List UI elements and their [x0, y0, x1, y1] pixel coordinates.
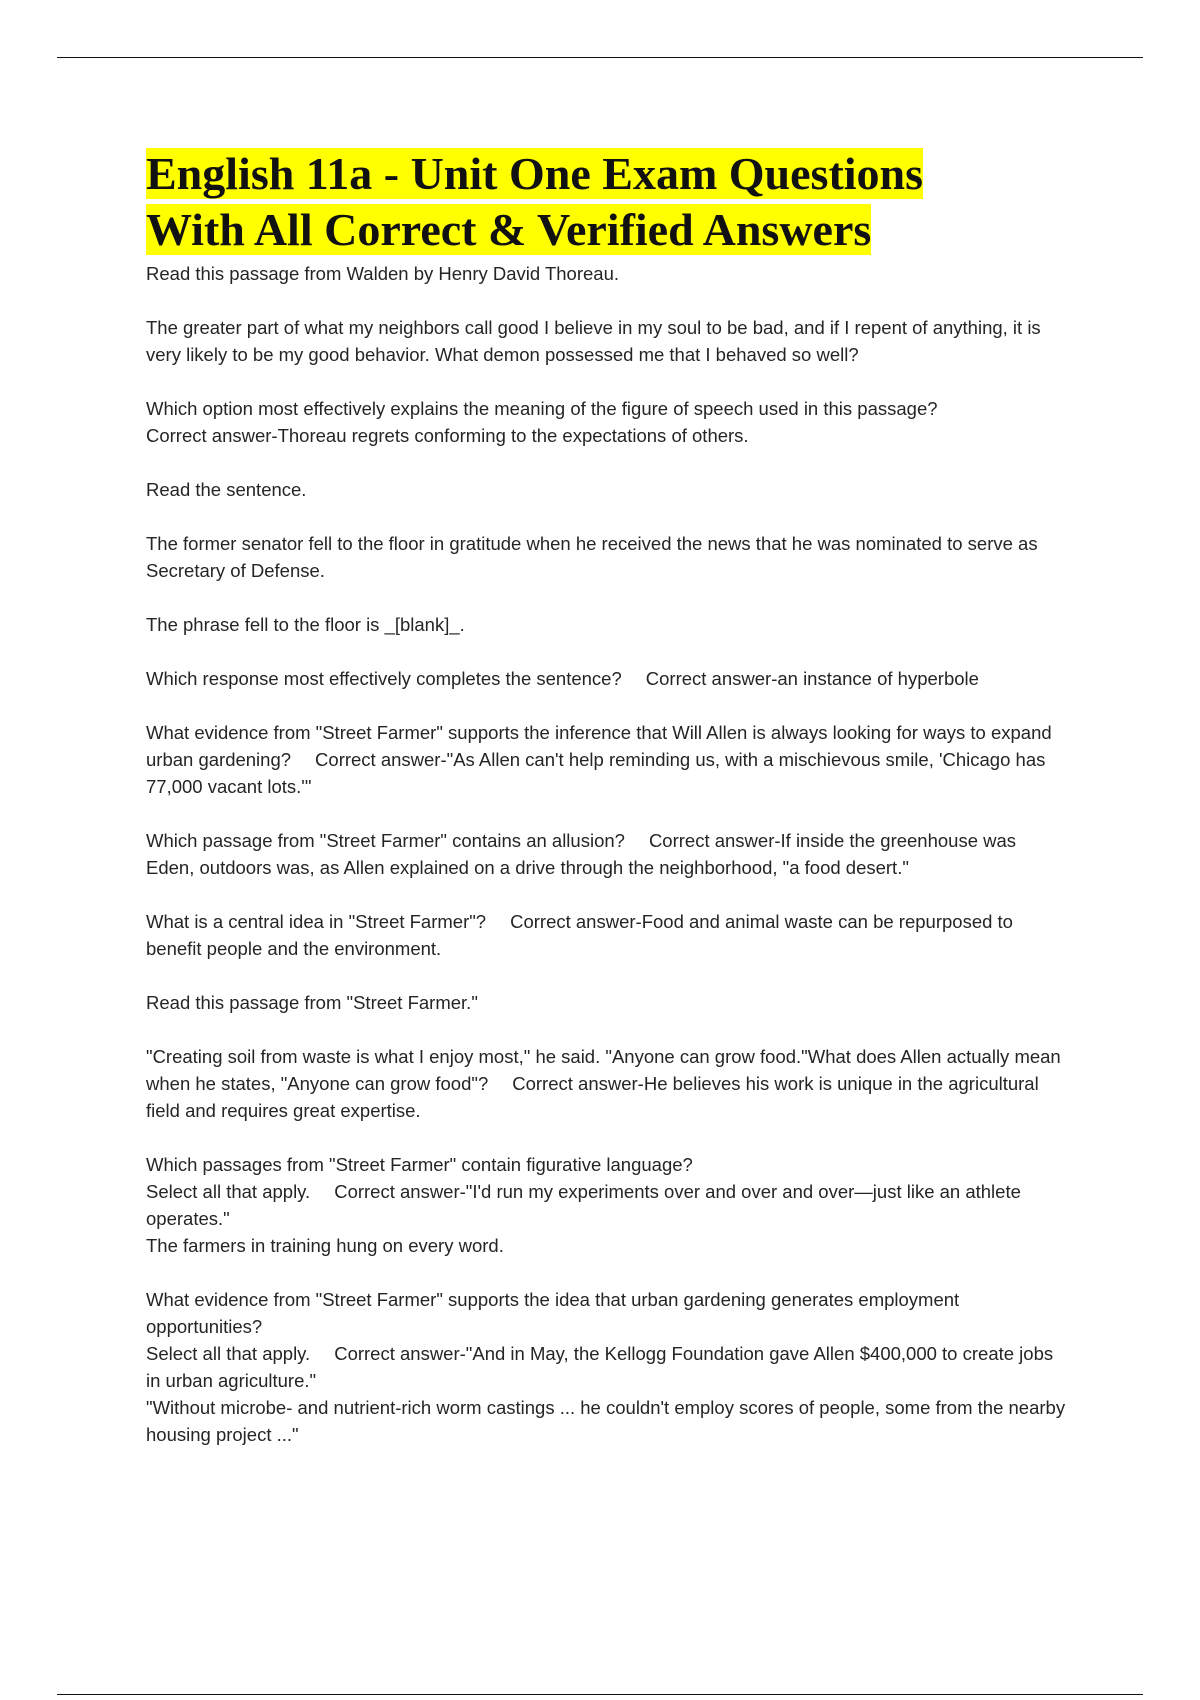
question-3: [146, 719, 1066, 800]
header-rule: [57, 57, 1143, 58]
answer-7-text: Correct answer-"I'd run my experiments over and over and over—just like an athlete operates.": [146, 1181, 1027, 1229]
footer-rule: [57, 1694, 1143, 1695]
question-3-text: What evidence from "Street Farmer" supports the inference that Will Allen is always looking for ways to expand urban gardening?: [146, 722, 1057, 770]
passage-intro: Read this passage from Walden by Henry David Thoreau.: [146, 263, 620, 284]
answer-2-text: Correct answer-an instance of hyperbole: [645, 668, 979, 689]
senator-sentence: The former senator fell to the floor in gratitude when he received the news that he was nominated to serve as Secretary of Defense.: [146, 533, 1043, 581]
answer-7-text-2: The farmers in training hung on every word.: [146, 1235, 504, 1256]
question-8-text: What evidence from "Street Farmer" supports the idea that urban gardening generates employment opportunities?: [146, 1289, 965, 1337]
question-8-instruction: Select all that apply.: [146, 1343, 311, 1364]
question-6: [146, 1043, 1066, 1124]
document-body: [146, 146, 1071, 1448]
answer-4-text: Correct answer-If inside the greenhouse was Eden, outdoors was, as Allen explained on a drive through the neighborhood, "a food desert.": [146, 830, 1022, 878]
question-4-text: Which passage from "Street Farmer" contains an allusion?: [146, 830, 625, 851]
phrase-blank: The phrase fell to the floor is _[blank]_.: [146, 614, 465, 635]
question-6-text: "Creating soil from waste is what I enjoy most," he said. "Anyone can grow food."What does Allen actually mean when he states, "Anyone can grow food"?: [146, 1046, 1066, 1094]
street-farmer-intro: Read this passage from "Street Farmer.": [146, 992, 478, 1013]
question-2: [146, 665, 1066, 692]
question-4: [146, 827, 1066, 881]
answer-8-text-2: "Without microbe- and nutrient-rich worm castings ... he couldn't employ scores of people, some from the nearby housing project ...": [146, 1397, 1071, 1445]
question-5-text: What is a central idea in "Street Farmer"?: [146, 911, 487, 932]
answer-3-text: Correct answer-"As Allen can't help reminding us, with a mischievous smile, 'Chicago has 77,000 vacant lots.'": [146, 749, 1051, 797]
question-7-instruction: Select all that apply.: [146, 1181, 311, 1202]
question-7-text: Which passages from "Street Farmer" contain figurative language?: [146, 1154, 693, 1175]
question-1: [146, 395, 1066, 449]
question-8: [146, 1286, 1071, 1448]
answer-5-text: Correct answer-Food and animal waste can be repurposed to benefit people and the environment.: [146, 911, 1019, 959]
document-title: [146, 146, 1066, 258]
question-7: [146, 1151, 1066, 1259]
title-line-1: English 11a - Unit One Exam Questions: [146, 148, 924, 199]
question-2-text: Which response most effectively completes the sentence?: [146, 668, 622, 689]
sentence-intro: Read the sentence.: [146, 479, 307, 500]
question-answer-list: [146, 260, 1071, 1448]
answer-1-text: Correct answer-Thoreau regrets conforming to the expectations of others.: [146, 425, 749, 446]
question-5: [146, 908, 1066, 962]
answer-8-text: Correct answer-"And in May, the Kellogg Foundation gave Allen $400,000 to create jobs in urban agriculture.": [146, 1343, 1059, 1391]
question-1-text: Which option most effectively explains the meaning of the figure of speech used in this passage?: [146, 398, 938, 419]
answer-6-text: Correct answer-He believes his work is unique in the agricultural field and requires great expertise.: [146, 1073, 1044, 1121]
walden-passage: The greater part of what my neighbors call good I believe in my soul to be bad, and if I repent of anything, it is very likely to be my good behavior. What demon possessed me that I behaved so well?: [146, 317, 1046, 365]
title-line-2: With All Correct & Verified Answers: [146, 204, 872, 255]
